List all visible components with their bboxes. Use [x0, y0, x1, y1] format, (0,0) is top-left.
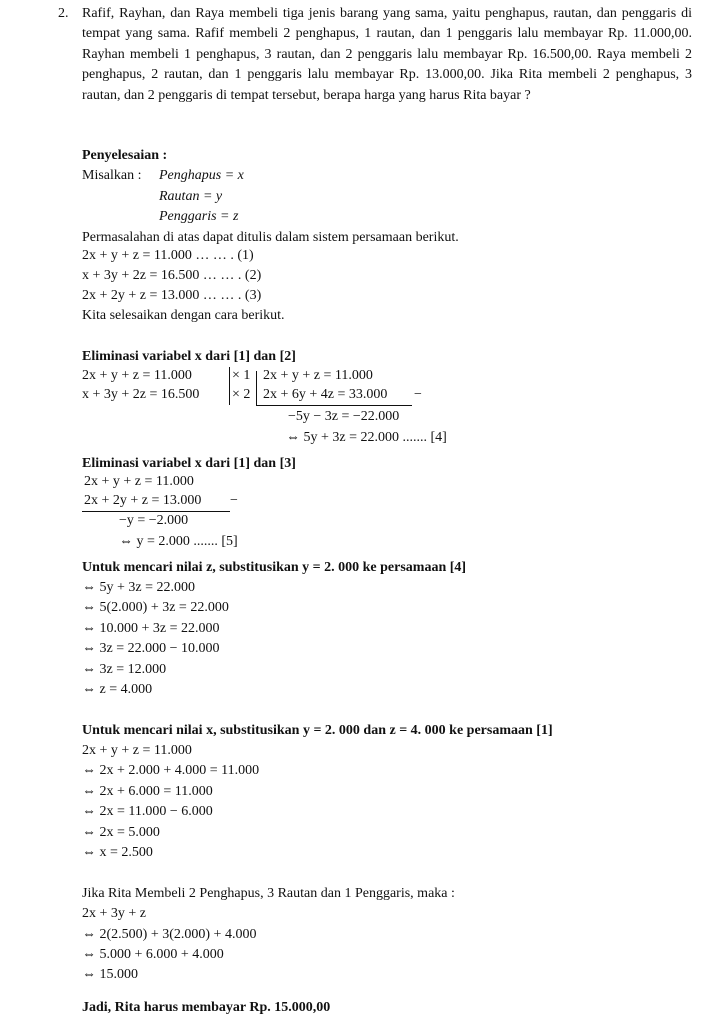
misalkan-label: Misalkan :	[82, 168, 142, 183]
conclusion: Jadi, Rita harus membayar Rp. 15.000,00	[82, 1000, 331, 1015]
elim1-rule	[256, 405, 412, 406]
elim1-mult-2: × 2	[232, 387, 251, 402]
problem-text: Rafif, Rayhan, dan Raya membeli tiga jenis barang yang sama, yaitu penghapus, rautan, dan penggaris di tempat yang sama. Rafif membeli 2 penghapus, 1 rautan, dan 1 penggaris lalu membayar Rp. 11.000,00. Rayhan membeli 1 penghapus, 3 rautan, dan 2 penggaris lalu membayar Rp. 16.500,00. Raya membeli 2 penghapus, 2 rautan, dan 1 penggaris lalu membayar Rp. 13.000,00. Jika Rita membeli 2 penghapus, 3 rautan, dan 2 penggaris di tempat tersebut, berapa harga yang harus Rita bayar ?	[82, 6, 692, 103]
solution-heading: Penyelesaian :	[82, 148, 168, 163]
system-intro: Permasalahan di atas dapat ditulis dalam sistem persamaan berikut.	[82, 230, 459, 245]
elim2-heading: Eliminasi variabel x dari [1] dan [3]	[82, 456, 296, 471]
elim1-heading: Eliminasi variabel x dari [1] dan [2]	[82, 349, 296, 364]
equation-2: x + 3y + 2z = 16.500 … … . (2)	[82, 268, 262, 283]
elim2-line-2: 2x + 2y + z = 13.000	[84, 493, 202, 508]
elim1-bar-left	[229, 367, 230, 405]
rita-heading: Jika Rita Membeli 2 Penghapus, 3 Rautan dan 1 Penggaris, maka :	[82, 886, 455, 901]
elim1-right-2: 2x + 6y + 4z = 33.000	[263, 387, 388, 402]
elim1-left-2: x + 3y + 2z = 16.500	[82, 387, 200, 402]
var-rautan: Rautan = y	[159, 189, 223, 204]
var-penghapus: Penghapus = x	[159, 168, 244, 183]
elim1-bar-right	[256, 371, 257, 405]
elim1-minus: −	[414, 387, 422, 402]
method-text: Kita selesaikan dengan cara berikut.	[82, 308, 285, 323]
elim2-final: ⇔ y = 2.000 ....... [5]	[119, 534, 238, 549]
elim1-right-1: 2x + y + z = 11.000	[263, 368, 373, 383]
sub-z-heading: Untuk mencari nilai z, substitusikan y = 2. 000 ke persamaan [4]	[82, 560, 467, 575]
elim2-line-1: 2x + y + z = 11.000	[84, 474, 194, 489]
sub-x-step-2: ⇔ 2x + 2.000 + 4.000 = 11.000	[82, 763, 260, 778]
elim2-minus: −	[230, 493, 238, 508]
sub-x-step-6: ⇔ x = 2.500	[82, 845, 153, 860]
elim1-final: ⇔ 5y + 3z = 22.000 ....... [4]	[286, 430, 447, 445]
elim2-result: −y = −2.000	[119, 513, 189, 528]
elim1-left-1: 2x + y + z = 11.000	[82, 368, 192, 383]
sub-z-step-5: ⇔ 3z = 12.000	[82, 662, 167, 677]
sub-z-step-1: ⇔ 5y + 3z = 22.000	[82, 580, 196, 595]
sub-z-step-4: ⇔ 3z = 22.000 − 10.000	[82, 641, 220, 656]
sub-x-step-5: ⇔ 2x = 5.000	[82, 825, 160, 840]
elim1-mult-1: × 1	[232, 368, 251, 383]
sub-z-step-3: ⇔ 10.000 + 3z = 22.000	[82, 621, 220, 636]
rita-step-1: 2x + 3y + z	[82, 906, 147, 921]
equation-3: 2x + 2y + z = 13.000 … … . (3)	[82, 288, 262, 303]
sub-x-step-3: ⇔ 2x + 6.000 = 11.000	[82, 784, 213, 799]
rita-step-3: ⇔ 5.000 + 6.000 + 4.000	[82, 947, 224, 962]
var-penggaris: Penggaris = z	[159, 209, 239, 224]
rita-step-2: ⇔ 2(2.500) + 3(2.000) + 4.000	[82, 927, 257, 942]
sub-x-step-4: ⇔ 2x = 11.000 − 6.000	[82, 804, 213, 819]
elim1-result: −5y − 3z = −22.000	[288, 409, 400, 424]
rita-step-4: ⇔ 15.000	[82, 967, 138, 982]
sub-x-step-1: 2x + y + z = 11.000	[82, 743, 192, 758]
problem-number: 2.	[58, 6, 69, 21]
sub-z-step-6: ⇔ z = 4.000	[82, 682, 153, 697]
equation-1: 2x + y + z = 11.000 … … . (1)	[82, 248, 254, 263]
sub-z-step-2: ⇔ 5(2.000) + 3z = 22.000	[82, 600, 229, 615]
sub-x-heading: Untuk mencari nilai x, substitusikan y = 2. 000 dan z = 4. 000 ke persamaan [1]	[82, 723, 553, 738]
